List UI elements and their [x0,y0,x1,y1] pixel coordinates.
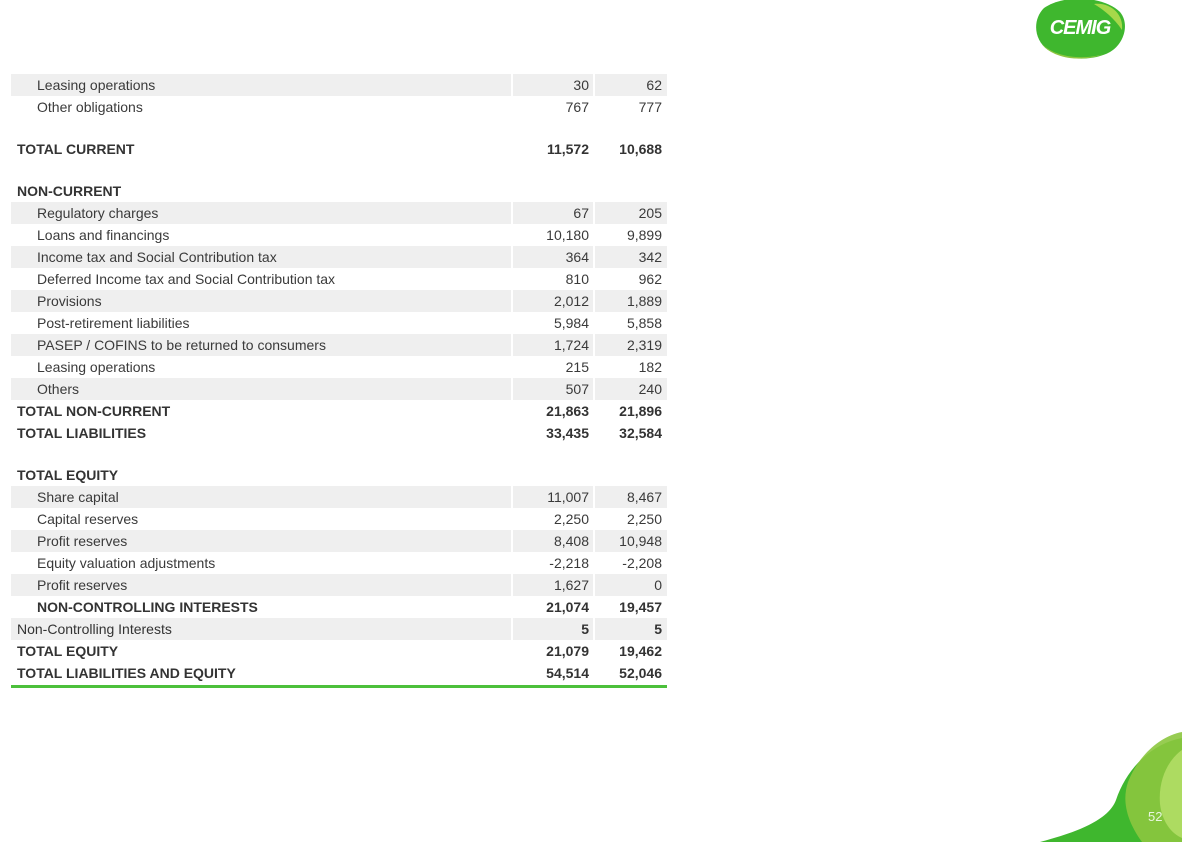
value-current-period: 33,435 [546,425,589,441]
row-label: Income tax and Social Contribution tax [11,246,511,268]
row-label: TOTAL NON-CURRENT [17,403,171,419]
value-prior-period: 2,250 [626,511,662,527]
value-current-period [513,180,593,202]
row-label: PASEP / COFINS to be returned to consumers [11,334,511,356]
value-prior-period: 52,046 [619,665,662,681]
row-label: NON-CONTROLLING INTERESTS [37,599,258,615]
table-row [11,662,667,684]
row-label: Share capital [11,486,511,508]
value-current-period: 11,572 [546,141,589,157]
value-prior-period: -2,208 [622,555,662,571]
row-label: Deferred Income tax and Social Contribution tax [37,271,336,287]
value-current-period: 767 [565,99,589,115]
corner-swoosh-icon [1030,730,1182,842]
row-label: TOTAL LIABILITIES [17,425,147,441]
value-prior-period: 21,896 [619,403,662,419]
value-current-period: 8,408 [513,530,593,552]
row-label: Provisions [11,290,511,312]
value-prior-period: 5,858 [626,315,662,331]
table-row [11,246,667,268]
table-row [11,96,667,118]
value-prior-period: 777 [638,99,662,115]
value-current-period: 30 [513,74,593,96]
value-prior-period: 5 [595,618,667,640]
balance-sheet-table [11,74,667,684]
value-current-period: 215 [565,359,589,375]
table-row [11,202,667,224]
table-row [11,574,667,596]
value-prior-period: 10,688 [619,141,662,157]
table-row [11,486,667,508]
table-row [11,640,667,662]
row-label: Other obligations [37,99,143,115]
table-row [11,618,667,640]
row-label: Regulatory charges [11,202,511,224]
value-prior-period: 342 [595,246,667,268]
row-label: Profit reserves [11,574,511,596]
table-row [11,138,667,160]
table-bottom-rule [11,685,667,688]
row-label: Leasing operations [37,359,156,375]
value-current-period: 21,074 [546,599,589,615]
value-current-period: 1,724 [513,334,593,356]
value-prior-period: 2,319 [595,334,667,356]
table-row [11,290,667,312]
value-current-period [513,464,593,486]
value-prior-period: 205 [595,202,667,224]
value-current-period: 2,012 [513,290,593,312]
table-row [11,596,667,618]
page-number: 52 [1148,809,1163,824]
cemig-logo-icon [1034,0,1126,60]
table-row [11,508,667,530]
value-current-period: -2,218 [549,555,589,571]
row-label: TOTAL LIABILITIES AND EQUITY [17,665,236,681]
row-label: Loans and financings [37,227,170,243]
table-row [11,334,667,356]
value-prior-period: 19,462 [619,643,662,659]
table-row [11,224,667,246]
table-row [11,464,667,486]
row-label: TOTAL EQUITY [17,467,119,483]
table-spacer [11,160,667,180]
table-row [11,530,667,552]
table-row [11,356,667,378]
value-prior-period: 1,889 [595,290,667,312]
table-row [11,74,667,96]
value-current-period: 364 [513,246,593,268]
value-prior-period: 62 [595,74,667,96]
value-current-period: 5 [513,618,593,640]
value-prior-period [595,180,667,202]
row-label: Non-Controlling Interests [11,618,511,640]
table-row [11,268,667,290]
row-label: Leasing operations [11,74,511,96]
table-row [11,180,667,202]
value-prior-period: 240 [595,378,667,400]
row-label: TOTAL CURRENT [17,141,135,157]
row-label: TOTAL EQUITY [17,643,119,659]
value-current-period: 810 [565,271,589,287]
value-prior-period: 19,457 [619,599,662,615]
value-prior-period: 8,467 [595,486,667,508]
row-label: Equity valuation adjustments [37,555,216,571]
value-prior-period [595,464,667,486]
row-label: NON-CURRENT [17,183,122,199]
table-row [11,312,667,334]
value-current-period: 2,250 [553,511,589,527]
table-row [11,422,667,444]
row-label: Others [11,378,511,400]
value-current-period: 11,007 [513,486,593,508]
value-prior-period: 0 [595,574,667,596]
logo-text: CEMIG [1049,17,1111,39]
cemig-logo [1034,0,1126,60]
value-current-period: 507 [513,378,593,400]
value-current-period: 21,079 [546,643,589,659]
corner-decoration [1030,730,1182,842]
value-prior-period: 9,899 [626,227,662,243]
value-current-period: 10,180 [546,227,589,243]
value-current-period: 54,514 [546,665,589,681]
value-prior-period: 32,584 [619,425,662,441]
row-label: Capital reserves [37,511,139,527]
table-row [11,378,667,400]
table-spacer [11,444,667,464]
value-current-period: 67 [513,202,593,224]
value-current-period: 5,984 [553,315,589,331]
table-spacer [11,118,667,138]
row-label: Profit reserves [11,530,511,552]
value-current-period: 21,863 [546,403,589,419]
value-prior-period: 962 [638,271,662,287]
value-current-period: 1,627 [513,574,593,596]
value-prior-period: 182 [638,359,662,375]
table-row [11,400,667,422]
row-label: Post-retirement liabilities [37,315,190,331]
value-prior-period: 10,948 [595,530,667,552]
table-row [11,552,667,574]
